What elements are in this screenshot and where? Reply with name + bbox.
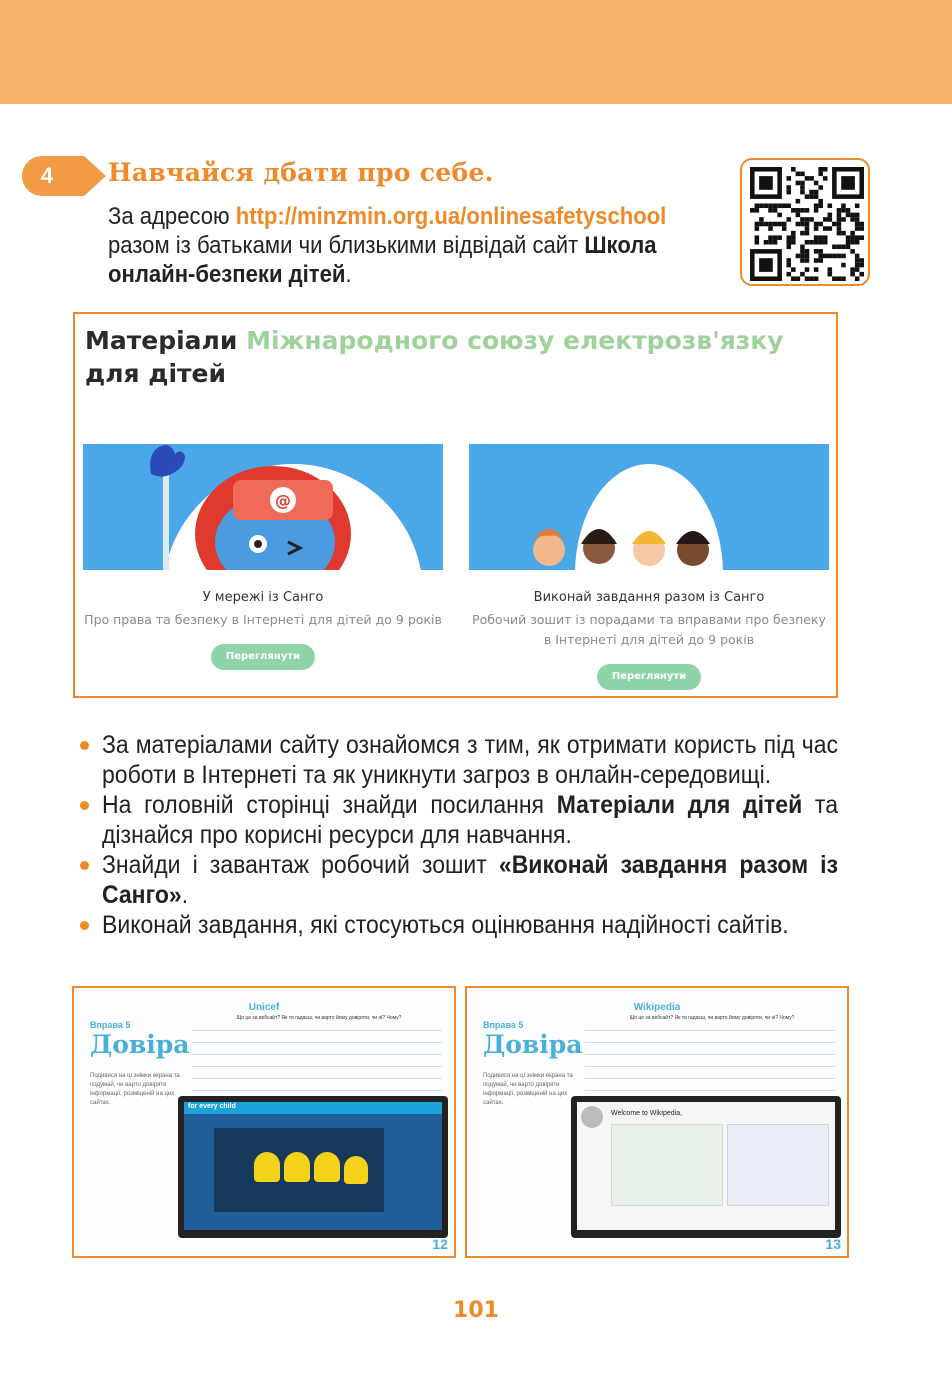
site-heading-part3: для дітей: [85, 359, 226, 388]
exercise-note: Подивися на ці знімки екрана та подумай, чи варто довіряти інформації, розміщеній на цих сайтах.: [483, 1073, 573, 1106]
card-caption: Виконай завдання разом із Санго: [533, 590, 765, 605]
top-banner: [0, 0, 952, 104]
bullet-text: Виконай завдання, які стосуються оцінювання надійності сайтів.: [102, 911, 789, 939]
site-heading: [85, 324, 836, 390]
workbook-page-number: 13: [825, 1236, 841, 1252]
site-name: Школа онлайн-безпеки дітей: [108, 232, 657, 288]
view-button[interactable]: Переглянути: [211, 644, 315, 670]
intro-end: .: [345, 261, 352, 288]
task-title: Навчайся дбати про себе.: [108, 158, 494, 187]
view-button[interactable]: Переглянути: [597, 664, 701, 690]
task-number: 4: [40, 163, 54, 188]
children-image: [469, 444, 829, 570]
exercise-note: Подивися на ці знімки екрана та подумай, чи варто довіряти інформації, розміщеній на цих сайтах.: [90, 1073, 180, 1106]
list-item: [80, 790, 838, 850]
card-description: Про права та безпеку в Інтернеті для дітей до 9 років: [84, 612, 442, 627]
workbook-site-name: Unicef: [248, 1002, 280, 1013]
workbook-question: Що це за вебсайт? Як ти гадаєш, чи варто йому довіряти, чи ні? Чому?: [629, 1015, 795, 1021]
bullet-bold: Матеріали для дітей: [556, 791, 803, 819]
bullet-text: Знайди і завантаж робочий зошит: [102, 851, 499, 879]
site-heading-part1: Матеріали: [85, 326, 247, 355]
website-screenshot: [73, 312, 838, 698]
list-item: [80, 850, 838, 910]
monitor-image: [178, 1096, 448, 1238]
sango-robot-image: [83, 444, 443, 570]
site-url-link[interactable]: http://minzmin.org.ua/onlinesafetyschool: [235, 203, 667, 230]
screen-heading: Welcome to Wikipedia,: [611, 1110, 683, 1117]
card-description-line1: Робочий зошит із порадами та вправами про безпеку: [472, 612, 826, 627]
exercise-label: Вправа 5: [483, 1020, 524, 1030]
exercise-heading: Довіра: [483, 1030, 583, 1059]
bullet-bold: «Виконай завдання разом із Санго»: [102, 851, 838, 909]
task-number-badge: [22, 156, 110, 196]
screen-heading: for every child: [188, 1103, 236, 1110]
svg-text:@: @: [275, 491, 291, 510]
site-heading-part2: Міжнародного союзу електрозв'язку: [246, 326, 784, 355]
list-item: [80, 730, 838, 790]
page-number: 101: [453, 1298, 499, 1323]
qr-code-icon: [750, 167, 864, 281]
exercise-heading: Довіра: [90, 1030, 190, 1059]
intro-middle: разом із батьками чи близькими відвідай сайт: [108, 232, 585, 259]
workbook-site-name: Wikipedia: [633, 1002, 681, 1013]
card-description-line2: в Інтернеті для дітей до 9 років: [543, 632, 755, 647]
workbook-question: Що це за вебсайт? Як ти гадаєш, чи варто йому довіряти, чи ні? Чому?: [236, 1015, 402, 1021]
workbook-page-unicef: [72, 986, 456, 1258]
qr-code[interactable]: [740, 158, 870, 286]
workbook-page-wikipedia: [465, 986, 849, 1258]
monitor-image: [571, 1096, 841, 1238]
exercise-label: Вправа 5: [90, 1020, 131, 1030]
workbook-page-number: 12: [432, 1236, 448, 1252]
task-list: [80, 730, 838, 940]
task-intro: [108, 202, 723, 289]
bullet-text: та дізнайся про корисні ресурси для навчання.: [102, 791, 838, 849]
bullet-text: .: [181, 881, 189, 909]
card-caption: У мережі із Санго: [202, 590, 324, 605]
list-item: [80, 910, 838, 940]
bullet-text: На головній сторінці знайди посилання: [102, 791, 557, 819]
intro-prefix: За адресою: [108, 203, 236, 230]
bullet-text: За матеріалами сайту ознайомся з тим, як отримати користь під час роботи в Інтернеті та як уникнути загроз в онлайн-середовищі.: [102, 731, 838, 789]
